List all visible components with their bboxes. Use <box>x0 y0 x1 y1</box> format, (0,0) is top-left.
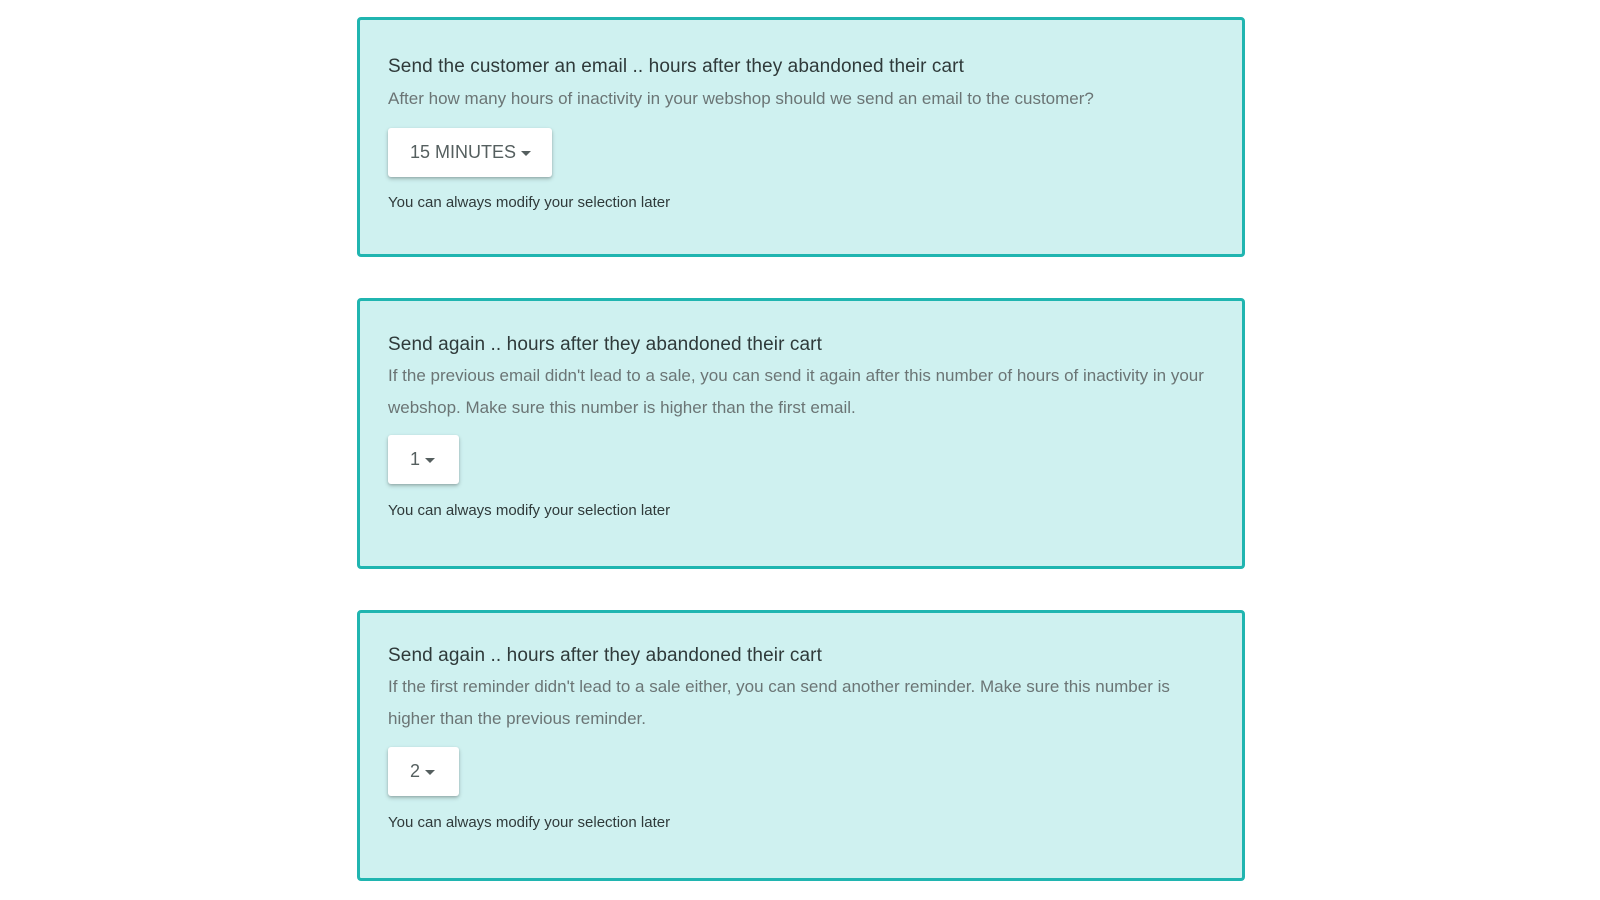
card-title: Send again .. hours after they abandoned their cart <box>388 645 822 666</box>
caret-down-icon <box>425 770 435 775</box>
third-email-delay-card <box>357 610 1245 881</box>
modify-selection-hint: You can always modify your selection later <box>388 814 671 831</box>
dropdown-selected-value: 15 MINUTES <box>410 142 517 162</box>
caret-down-icon <box>425 458 435 463</box>
card-description: If the previous email didn't lead to a sale, you can send it again after this number of hours of inactivity in your webshop. Make sure this number is higher than the first email. <box>388 366 1204 417</box>
dropdown-selected-value: 1 <box>410 449 421 469</box>
dropdown-selected-value: 2 <box>410 761 421 781</box>
caret-down-icon <box>521 151 531 156</box>
card-title: Send again .. hours after they abandoned their cart <box>388 334 822 355</box>
modify-selection-hint: You can always modify your selection later <box>388 502 671 519</box>
card-description: After how many hours of inactivity in your webshop should we send an email to the customer? <box>388 89 1094 108</box>
first-email-delay-dropdown[interactable] <box>388 128 552 177</box>
first-email-delay-card <box>357 17 1245 257</box>
card-description: If the first reminder didn't lead to a sale either, you can send another reminder. Make sure this number is higher than the previous reminder. <box>388 677 1170 728</box>
second-email-delay-dropdown[interactable] <box>388 435 459 484</box>
modify-selection-hint: You can always modify your selection later <box>388 194 671 211</box>
second-email-delay-card <box>357 298 1245 569</box>
card-title: Send the customer an email .. hours after they abandoned their cart <box>388 56 964 77</box>
third-email-delay-dropdown[interactable] <box>388 747 459 796</box>
